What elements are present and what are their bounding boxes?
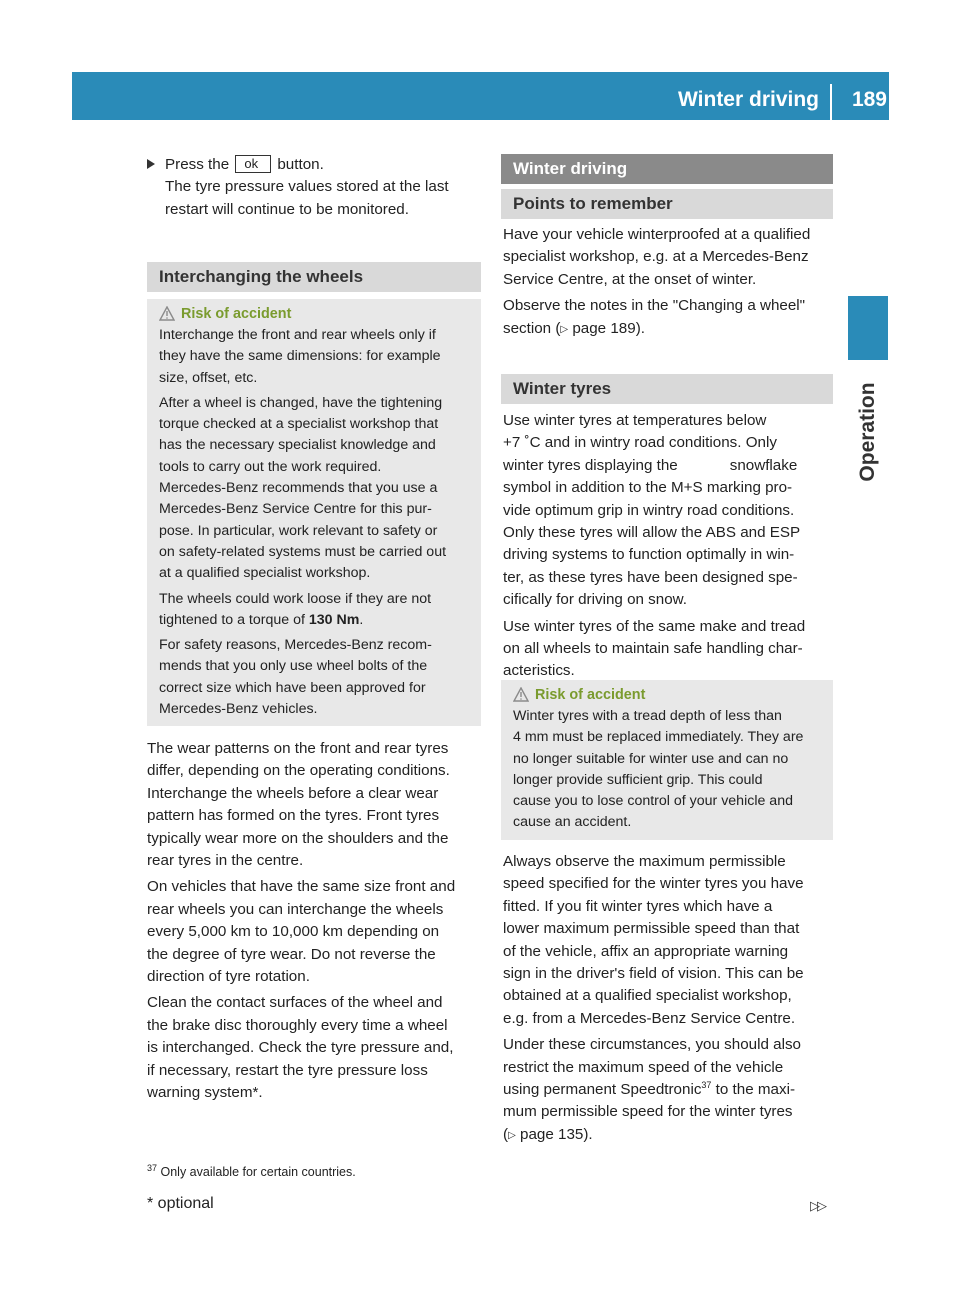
optional-note: * optional bbox=[147, 1195, 214, 1212]
warning-box-right bbox=[501, 680, 833, 840]
right-body-mid bbox=[503, 410, 839, 683]
footnote-ref[interactable]: 37 bbox=[701, 1080, 712, 1090]
right-body-bottom bbox=[503, 851, 839, 1147]
continue-arrows-icon: ▷▷ bbox=[810, 1198, 824, 1213]
heading-points-to-remember: Points to remember bbox=[501, 189, 833, 219]
warning-title: Risk of accident bbox=[159, 303, 469, 325]
paragraph: Under these circumstances, you should also restrict the maximum speed of the vehicle using permanent Speedtronic$^{37}$ to the maxi- mum permissible speed for the winter tyres (▷ page 135). bbox=[503, 1036, 801, 1143]
page-number: 189 bbox=[851, 88, 887, 111]
footnote bbox=[147, 1162, 356, 1179]
side-tab-marker bbox=[848, 296, 888, 360]
header-divider bbox=[830, 84, 832, 120]
page-ref-arrow-icon: ▷ bbox=[560, 323, 569, 335]
footnote-text: Only available for certain countries. bbox=[160, 1165, 356, 1179]
instruction-step bbox=[147, 154, 481, 221]
header-bar bbox=[72, 72, 889, 120]
warning-triangle-icon bbox=[159, 306, 175, 321]
warning-triangle-icon bbox=[513, 687, 529, 702]
paragraph: Observe the notes in the "Changing a wheel" section (▷ page 189). bbox=[503, 297, 806, 337]
torque-value: 130 Nm bbox=[308, 611, 360, 628]
paragraph: Use winter tyres of the same make and tread on all wheels to maintain safe handling char- acteristics. bbox=[503, 617, 806, 680]
page-ref-arrow-icon: ▷ bbox=[508, 1129, 516, 1141]
footnote-number: 37 bbox=[147, 1162, 158, 1173]
page-ref-link[interactable]: page 189). bbox=[572, 319, 645, 337]
step-arrow-icon bbox=[147, 159, 155, 169]
section-title: Winter driving bbox=[678, 88, 819, 111]
paragraph: Have your vehicle winterproofed at a qualified specialist workshop, e.g. at a Mercedes-Benz Service Centre, at the onset of winter. bbox=[503, 226, 811, 288]
page-ref-link[interactable]: page 135). bbox=[520, 1125, 593, 1143]
right-body-top bbox=[503, 224, 839, 341]
paragraph: The wear patterns on the front and rear tyres differ, depending on the operating conditions. Interchange the wheels before a clear wear pattern has formed on the tyres. Front tyres typically wear more on the shoulders and the rear tyres in the centre. bbox=[147, 740, 450, 870]
step-text-post: button. bbox=[277, 156, 324, 173]
warning-text: Interchange the front and rear wheels only if they have the same dimensions: for example size, offset, etc. After a wheel is changed, have the tightening torque checked at a specialist workshop that has the necessary specialist knowledge and tools to carry out the work required. Mercedes-Benz recommends that you use a Mercedes-Benz Service Centre for this pur- pose. In particular, work relevant to safety or on safety-related systems must be carried out at a qualified specialist workshop. The wheels could work loose if they are not tightened to a torque of 130 Nm. For safety reasons, Mercedes-Benz recom- mends that you only use wheel bolts of the correct size which have been approved for Mercedes-Benz vehicles. bbox=[159, 327, 447, 718]
heading-winter-tyres: Winter tyres bbox=[501, 374, 833, 404]
heading-interchanging-wheels: Interchanging the wheels bbox=[147, 262, 481, 292]
step-text-line: The tyre pressure values stored at the last bbox=[165, 178, 449, 196]
ok-button-key: ok bbox=[235, 155, 271, 173]
paragraph: On vehicles that have the same size front and rear wheels you can interchange the wheels every 5,000 km to 10,000 km depending on the degree of tyre wear. Do not reverse the direction of tyre rotation. bbox=[147, 878, 456, 986]
paragraph: Use winter tyres at temperatures below +7 ˚C and in wintry road conditions. Only winter tyres displaying the snowflake symbol in addition to the M+S marking pro- vide optimum grip in wintry road conditions. Only these tyres will allow the ABS and ESP driving systems to function optimally in win- ter, as these tyres have been designed spe- cifically for driving on snow. bbox=[503, 412, 801, 609]
left-body bbox=[147, 738, 487, 1105]
side-tab-label: Operation bbox=[856, 382, 879, 482]
warning-text: Winter tyres with a tread depth of less than 4 mm must be replaced immediately. They are no longer suitable for winter use and can no longer provide sufficient grip. This could cause you to lose control of your vehicle and cause an accident. bbox=[513, 708, 804, 831]
heading-winter-driving: Winter driving bbox=[501, 154, 833, 184]
warning-box-left bbox=[147, 299, 481, 726]
warning-title: Risk of accident bbox=[513, 684, 821, 706]
paragraph: Always observe the maximum permissible speed specified for the winter tyres you have fitted. If you fit winter tyres which have a lower maximum permissible speed than that of the vehicle, affix an appropriate warning sign in the driver's field of vision. This can be obtained at a qualified specialist workshop, e.g. from a Mercedes-Benz Service Centre. bbox=[503, 853, 804, 1027]
paragraph: Clean the contact surfaces of the wheel and the brake disc thoroughly every time a wheel is interchanged. Check the tyre pressure and, if necessary, restart the tyre pressure loss warning system*. bbox=[147, 994, 454, 1102]
step-text-line: restart will continue to be monitored. bbox=[165, 200, 409, 218]
step-text-pre: Press the bbox=[165, 156, 230, 173]
left-column bbox=[147, 154, 481, 221]
